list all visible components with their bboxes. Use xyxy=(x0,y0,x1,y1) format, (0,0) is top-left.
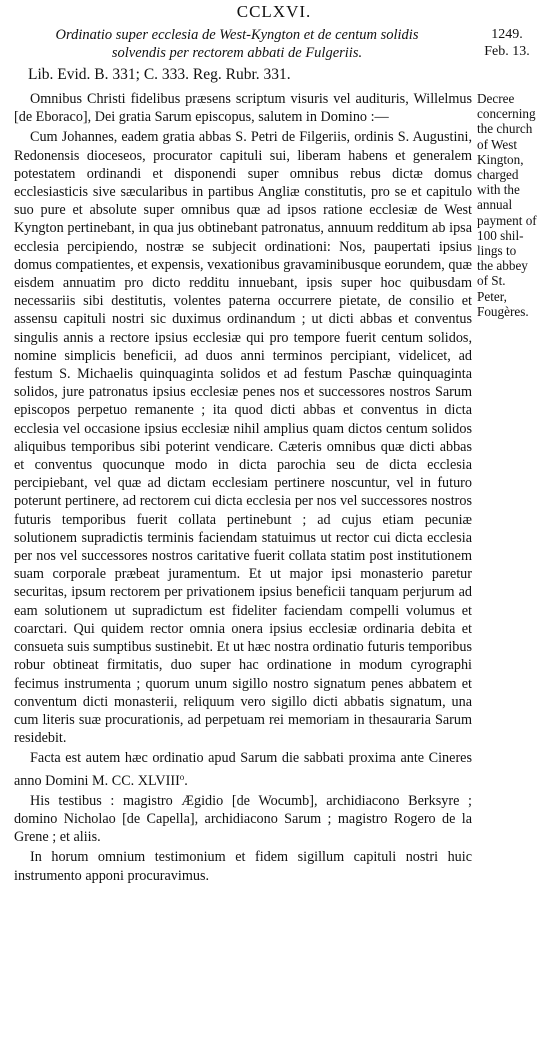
marginal-note-line: Peter, xyxy=(477,288,507,304)
charter-date xyxy=(472,26,542,60)
source-references: Lib. Evid. B. 331; C. 333. Reg. Rubr. 331. xyxy=(28,66,291,83)
dating-year: M. CC. XLVIII xyxy=(92,772,180,789)
marginal-note-line: 100 shil- xyxy=(477,227,524,243)
dating-end: . xyxy=(184,772,188,789)
marginal-note-line: charged xyxy=(477,167,519,183)
charter-body xyxy=(14,90,472,885)
paragraph-address: Omnibus Christi fidelibus præsens scriptum visuris vel audituris, Willelmus [de Eboraco], Dei gratia Sarum episcopus, salutem in Domino :— xyxy=(14,91,472,126)
marginal-note xyxy=(477,91,545,319)
marginal-note-line: of St. xyxy=(477,273,506,289)
charter-year: 1249. xyxy=(491,27,523,42)
charter-day: Feb. 13. xyxy=(484,44,530,59)
paragraph-dating xyxy=(14,749,472,789)
marginal-note-line: Fougères. xyxy=(477,303,529,319)
marginal-note-line: annual xyxy=(477,197,513,213)
title-line-1: Ordinatio super ecclesia de West-Kyngton et de centum solidis xyxy=(55,27,419,43)
paragraph-sealing: In horum omnium testimonium et fidem sigillum capituli nostri huic instrumento apponi procuravimus. xyxy=(14,849,472,884)
title-line-2: solvendis per rectorem abbati de Fulgeriis. xyxy=(111,45,363,61)
charter-number: CCLXVI. xyxy=(236,2,312,21)
paragraph-witnesses: His testibus : magistro Ægidio [de Wocumb], archidiacono Berksyre ; domino Nicholao [de Capella], archidiacono Sarum ; magistro Rogero de la Grene ; et aliis. xyxy=(14,792,472,846)
dating-text: Facta est autem hæc ordinatio apud Sarum die sabbati proxima ante Cineres anno Domini xyxy=(14,750,472,789)
marginal-note-line: payment of xyxy=(477,212,537,228)
marginal-note-line: with the xyxy=(477,182,520,198)
marginal-note-line: of West xyxy=(477,136,518,152)
marginal-note-line: lings to xyxy=(477,243,517,259)
marginal-note-line: Decree xyxy=(477,91,515,106)
charter-title xyxy=(8,26,466,62)
marginal-note-line: Kington, xyxy=(477,151,524,167)
paragraph-ordinance: Cum Johannes, eadem gratia abbas S. Petri de Filgeriis, ordinis S. Augustini, Redonensis dioceseos, procurator capituli sui, liberam habens et generalem potestatem ordinandi et disponendi super omnibus rebus dictæ domus ecclesiasticis sive sæcularibus in partibus Angliæ constitutis, pro se et capitulo suo pure et absolute super omnibus quæ ad ipsos ratione ecclesiæ de West Kyngton pertinebant, in qua jus obtinebant patronatus, annuum redditum ab ipsa ecclesia percipiendo, nostræ se subjecit ordinationi: Nos, paupertati ipsius domus compatientes, et expensis, vexationibus gravaminibusque eorundem, quæ eisdem annuatim pro dicto redditu innuebant, ipsis super hoc quibusdam necessariis sibi destitutis, volentes paterna occurrere pietate, de consilio et assensu capituli nostri sic duximus ordinandum ; ut dicti abbas et conventus singulis annis a rectore ipsius ecclesiæ qui pro tempore fuerit centum solidos, nomine simplicis beneficii, ad duos anni terminos percipiant, videlicet, ad festum S. Michaelis quinquaginta solidos et ad festum Paschæ quinquaginta solidos, jure patronatus ipsius ecclesiæ penes nos et successores nostros Sarum episcopos perpetuo remanente ; ita quod dicti abbas et conventus in dicta ecclesia vel occasione ipsius ecclesiæ nihil amplius quam dictos centum solidos aliquibus temporibus sibi poterint vendicare. Cæteris omnibus quæ dicti abbas et conventus quocunque modo in dicta parochia seu de dicta ecclesia percipiebant, vel quæ ad dictam ecclesiam pertinere noscuntur, vel in futuro poterunt pertinere, ad rectorem cui dicta ecclesia per nos vel successores nostros futuris temporibus fuerit collata pertinebunt ; ad cujus etiam pecuniæ solutionem supradictis terminis faciendam statuimus ut rector cui dicta ecclesia per nos vel successores nostros caritative fuerit collata statim post institutionem suam corporale præbeat juramentum. Et ut major ipsi monasterio paretur securitas, ipsum rectorem per privationem ipsius beneficii tanquam perjurum ad eam solutionem ut supradictum est fideliter faciendam compelli volumus et coarctari. Qui quidem rector omnia onera ipsius ecclesiæ ordinaria debita et consueta suis sumptibus sustinebit. Et ut hæc nostra ordinatio futuris temporibus robur obtineat firmitatis, duo super hac ordinatione in modum cyrographi fecimus instrumenta ; quorum unum sigillo nostro signatum penes abbatem et conventum dicti monasterii, reliquum vero sigillo dicti abbatis signatum, una cum literis suæ procurationis, ad perpetuam rei memoriam in thesauraria Sarum residebit. xyxy=(14,129,472,747)
marginal-note-line: the church xyxy=(477,121,533,137)
marginal-note-line: concerning xyxy=(477,106,536,122)
marginal-note-line: the abbey xyxy=(477,258,528,274)
dating-year-superscript: o xyxy=(179,771,185,782)
